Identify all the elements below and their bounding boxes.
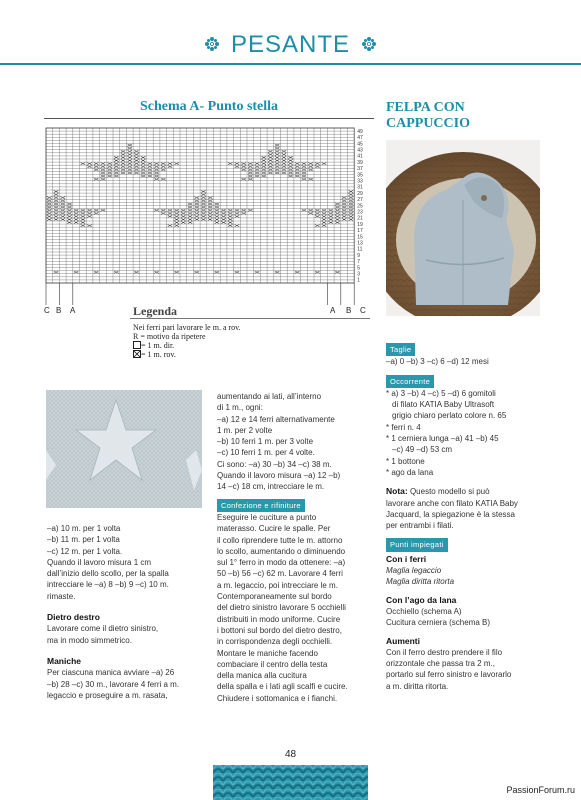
text-line: 1 m. per 2 volte: [217, 425, 273, 435]
legend-note: Nei ferri pari lavorare le m. a rov.: [133, 323, 241, 332]
row-number: 21: [357, 215, 363, 222]
row-number: 37: [357, 166, 363, 173]
chart-grid: [46, 128, 354, 283]
materials-item: grigio chiaro perlato colore n. 65: [392, 411, 507, 421]
right-column: [386, 343, 546, 692]
section-heading: Con i ferri: [386, 553, 427, 564]
row-number: 35: [357, 172, 363, 179]
row-number: 29: [357, 190, 363, 197]
text-line: Montare le maniche facendo: [217, 648, 318, 658]
sizes-text: –a) 0 –b) 3 –c) 6 –d) 12 mesi: [386, 357, 489, 367]
marker-c-left: C: [44, 306, 50, 315]
marker-b-left: B: [56, 306, 62, 315]
schema-rule: [44, 118, 374, 119]
x-square-icon: [133, 350, 141, 358]
text-line: 14 –c) 18 cm, intrecciare le m.: [217, 482, 325, 492]
materials-item: di filato KATIA Baby Ultrasoft: [392, 400, 495, 410]
text-line: distribuiti in modo uniforme. Cucire: [217, 614, 341, 624]
section-label-confezione: Confezione e rifiniture: [217, 499, 305, 512]
text-line: combaciare il centro della testa: [217, 659, 328, 669]
section-heading: Con l’ago da lana: [386, 594, 457, 605]
section-label-taglie: Taglie: [386, 343, 415, 356]
text-line: Ci sono: –a) 30 –b) 34 –c) 38 m.: [217, 459, 332, 469]
footer-knit-swatch: [213, 765, 368, 800]
middle-column: [217, 391, 377, 704]
star-stitch-swatch-photo: [46, 390, 202, 508]
materials-item: * ago da lana: [386, 467, 434, 477]
note-text: Questo modello si può: [407, 487, 490, 497]
row-number: 23: [357, 209, 363, 216]
row-number: 33: [357, 178, 363, 185]
materials-item: * a) 3 –b) 4 –c) 5 –d) 6 gomitoli: [386, 388, 496, 398]
row-number: 9: [357, 252, 360, 259]
project-title-line-1: FELPA CON: [386, 100, 465, 115]
materials-item: * 1 cerniera lunga –a) 41 –b) 45: [386, 434, 499, 444]
text-line: 50 –b) 56 –c) 62 m. Lavorare 4 ferri: [217, 569, 343, 579]
section-label-punti: Punti impiegati: [386, 538, 448, 551]
row-number: 19: [357, 221, 363, 228]
row-number: 3: [357, 271, 360, 278]
text-line: –a) 10 m. per 1 volta: [47, 524, 121, 533]
chart-row-numbers: [357, 129, 363, 284]
watermark: PassionForum.ru: [506, 785, 575, 795]
flower-ornament-icon: [362, 37, 376, 51]
text-line: di 1 m., ogni:: [217, 403, 263, 413]
text-line: Chiudere i sottomanica e i fianchi.: [217, 693, 338, 703]
header-rule: [0, 63, 581, 65]
text-line: orizzontale che passa tra 2 m.,: [386, 659, 495, 669]
marker-b-right: B: [346, 306, 352, 315]
project-title-line-2: CAPPUCCIO: [386, 116, 470, 131]
text-line: Quando il lavoro misura 1 cm: [47, 557, 152, 567]
legend-purl: [133, 350, 373, 359]
stitch-item: Occhiello (schema A): [386, 606, 462, 616]
row-number: 45: [357, 141, 363, 148]
text-line: –c) 12 m. per 1 volta.: [47, 546, 123, 556]
empty-square-icon: [133, 341, 141, 349]
text-line: –c) 10 ferri 1 m. per 4 volte.: [217, 448, 315, 458]
text-line: a m. diritta ritorta.: [386, 681, 449, 691]
materials-item: –c) 49 –d) 53 cm: [392, 445, 453, 455]
section-label-occorrente: Occorrente: [386, 375, 434, 388]
row-number: 39: [357, 159, 363, 166]
materials-item: * ferri n. 4: [386, 422, 421, 432]
marker-c-right: C: [360, 306, 366, 315]
text-line: rimaste.: [47, 591, 76, 601]
note-text: per entrambi i filati.: [386, 521, 454, 531]
text-line: sul 1° ferro in modo da ottenere: –a): [217, 558, 346, 568]
page-number: 48: [284, 749, 297, 760]
text-line: –b) 28 –c) 30 m., lavorare 4 ferri a m.: [47, 679, 180, 689]
materials-item: * 1 bottone: [386, 456, 425, 466]
text-line: intrecciare le –a) 8 –b) 9 –c) 10 m.: [47, 580, 169, 590]
text-line: portarlo sul ferro sinistro e lavorarlo: [386, 670, 512, 680]
text-line: –a) 12 e 14 ferri alternativamente: [217, 414, 335, 424]
note-text: lavorare anche con filato KATIA Baby: [386, 498, 518, 508]
text-line: –b) 11 m. per 1 volta: [47, 535, 120, 545]
stitch-item: Cucitura cerniera (schema B): [386, 618, 491, 628]
row-number: 17: [357, 228, 363, 235]
schema-title: Schema A- Punto stella: [140, 99, 279, 114]
text-line: della manica alla cucitura: [217, 671, 307, 681]
legend-rule: [130, 318, 370, 319]
row-number: 47: [357, 135, 363, 142]
legend-knit: [133, 341, 373, 350]
text-line: Eseguire le cuciture a punto: [217, 512, 317, 522]
project-title: [386, 100, 470, 132]
row-number: 11: [357, 246, 363, 253]
section-heading: Dietro destro: [47, 612, 100, 623]
text-line: del dietro sinistro lavorare 5 occhielli: [217, 603, 346, 613]
row-number: 27: [357, 197, 363, 204]
legend-title: Legenda: [133, 304, 178, 318]
text-line: Per ciascuna manica avviare –a) 26: [47, 668, 175, 678]
legend: [133, 323, 373, 359]
text-line: Contemporaneamente sul bordo: [217, 592, 332, 602]
stitch-item: Maglia diritta ritorta: [386, 577, 455, 587]
marker-a-right: A: [330, 306, 336, 315]
page-header: [0, 28, 581, 64]
left-column: [47, 523, 212, 701]
note-text: Jacquard, la spiegazione è la stessa: [386, 509, 515, 519]
section-heading: Maniche: [47, 655, 82, 666]
chart-column-marker-lines: [46, 283, 354, 305]
text-line: –b) 10 ferri 1 m. per 3 volte: [217, 437, 314, 447]
row-number: 43: [357, 147, 363, 154]
row-number: 25: [357, 203, 363, 210]
text-line: Lavorare come il dietro sinistro,: [47, 624, 159, 634]
text-line: il collo riprendere tutte le m. attorno: [217, 535, 343, 545]
text-line: della spalla e i lati agli scalfi e cucire.: [217, 682, 348, 692]
text-line: i bottoni sul bordo del dietro destro,: [217, 625, 342, 635]
text-line: legaccio e proseguire a m. rasata,: [47, 690, 168, 700]
row-number: 15: [357, 234, 363, 241]
marker-a-left: A: [70, 306, 76, 315]
section-heading: Aumenti: [386, 635, 420, 646]
row-number: 13: [357, 240, 363, 247]
row-number: 1: [357, 277, 360, 284]
stitch-item: Maglia legaccio: [386, 566, 442, 576]
stitch-chart: [44, 126, 374, 306]
text-line: in corrispondenza degli occhielli.: [217, 637, 333, 647]
text-line: dall’inizio dello scollo, per la spalla: [47, 569, 169, 579]
text-line: ma in modo simmetrico.: [47, 635, 132, 645]
text-line: Con il ferro destro prendere il filo: [386, 647, 503, 657]
row-number: 41: [357, 153, 363, 160]
text-line: lo scollo, aumentando o diminuendo: [217, 546, 346, 556]
note-label: Nota:: [386, 486, 408, 497]
legend-knit-label: = 1 m. dir.: [141, 341, 175, 350]
row-number: 7: [357, 259, 360, 266]
legend-repeat: R = motivo da ripetere: [133, 332, 206, 341]
text-line: aumentando ai lati, all’interno: [217, 392, 322, 401]
text-line: Quando il lavoro misura –a) 12 –b): [217, 471, 341, 481]
page-title: PESANTE: [230, 31, 351, 58]
hooded-sweater-photo: [386, 140, 540, 316]
text-line: materasso. Cucire le spalle. Per: [217, 524, 331, 534]
row-number: 5: [357, 265, 360, 272]
row-number: 31: [357, 184, 363, 191]
text-line: a m. legaccio, poi intrecciare le m.: [217, 580, 338, 590]
legend-purl-label: = 1 m. rov.: [141, 350, 176, 359]
row-number: 49: [357, 128, 363, 135]
